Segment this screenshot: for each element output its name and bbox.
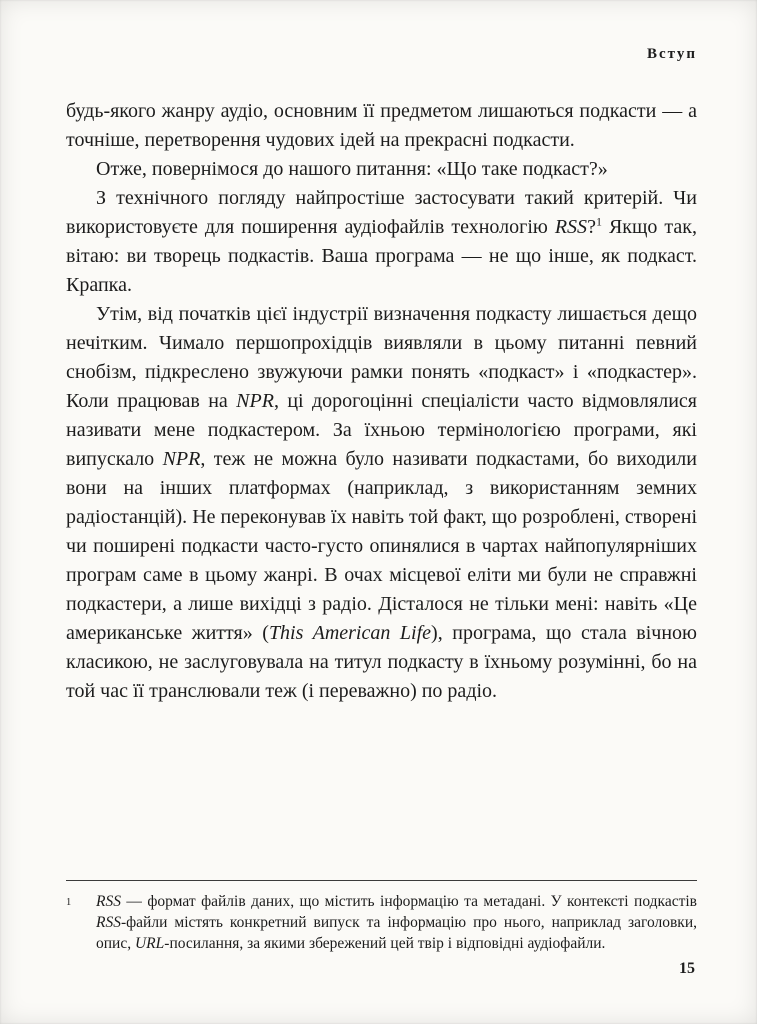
text-run: — формат файлів даних, що містить інформацію та метадані. У контексті подкастів xyxy=(120,893,697,910)
italic-text: This American Life xyxy=(268,622,432,644)
footnote-reference: 1 xyxy=(595,214,602,229)
paragraph xyxy=(66,155,697,184)
italic-text: NPR xyxy=(236,390,274,412)
paragraph xyxy=(66,300,697,706)
italic-text: NPR xyxy=(162,448,201,470)
text-run: будь-якого жанру аудіо, основним її предметом лишаються подкасти — а точніше, перетворення чудових ідей на прекрасні подкасти. xyxy=(66,100,697,151)
footnote-marker: 1 xyxy=(66,897,72,908)
text-run: З технічного погляду найпростіше застосувати такий критерій. Чи використовуєте для поширення аудіофайлів технологію xyxy=(66,187,697,238)
text-run: Якщо так, вітаю: ви творець подкастів. Ваша програма — не що інше, як подкаст. Крапка. xyxy=(66,216,697,296)
page-number: 15 xyxy=(679,960,695,977)
text-run: , теж не можна було називати подкастами, бо виходили вони на інших платформах (наприклад, з використанням земних радіостанцій). Не переконував їх навіть той факт, що розроблені, створені чи поширені подкасти часто-густо опинялися в чартах найпопулярніших програм саме в цьому жанрі. В очах місцевої еліти ми були не справжні подкастери, а лише вихідці з радіо. Дісталося не тільки мені: навіть «Це американське життя» ( xyxy=(66,448,697,644)
text-run: Утім, від початків цієї індустрії визначення подкасту лишається дещо нечітким. Чимало першопрохідців виявляли в цьому питанні певний снобізм, підкреслено звужуючи рамки понять «подкаст» і «подкастер». Коли працював на xyxy=(66,303,697,412)
running-head: Вступ xyxy=(647,46,697,62)
footnote-divider xyxy=(66,880,697,881)
footnote-text xyxy=(96,891,697,954)
text-run: -файли містять конкретний випуск та інформацію про нього, наприклад заголовки, опис, xyxy=(96,914,697,952)
italic-text: RSS xyxy=(96,914,121,931)
text-run: ), програма, що стала вічною класикою, не заслуговувала на титул подкасту в їхньому розумінні, бо на той час її транслювали теж (і переважно) по радіо. xyxy=(66,622,697,702)
text-run: -посилання, за якими збережений цей твір і відповідні аудіофайли. xyxy=(164,935,606,952)
paragraph xyxy=(66,184,697,300)
text-run: , ці дорогоцінні спеціалісти часто відмовлялися називати мене подкастером. За їхньою термінологією програми, які випускало xyxy=(66,390,697,470)
text-run: Отже, повернімося до нашого питання: «Що таке подкаст?» xyxy=(96,158,608,180)
italic-text: RSS xyxy=(554,216,588,238)
footnote xyxy=(66,891,697,954)
body-text xyxy=(66,97,697,706)
footnote-block xyxy=(66,880,697,954)
text-run: ? xyxy=(587,216,596,238)
paragraph xyxy=(66,97,697,155)
italic-text: RSS xyxy=(96,893,121,910)
italic-text: URL xyxy=(134,935,165,952)
